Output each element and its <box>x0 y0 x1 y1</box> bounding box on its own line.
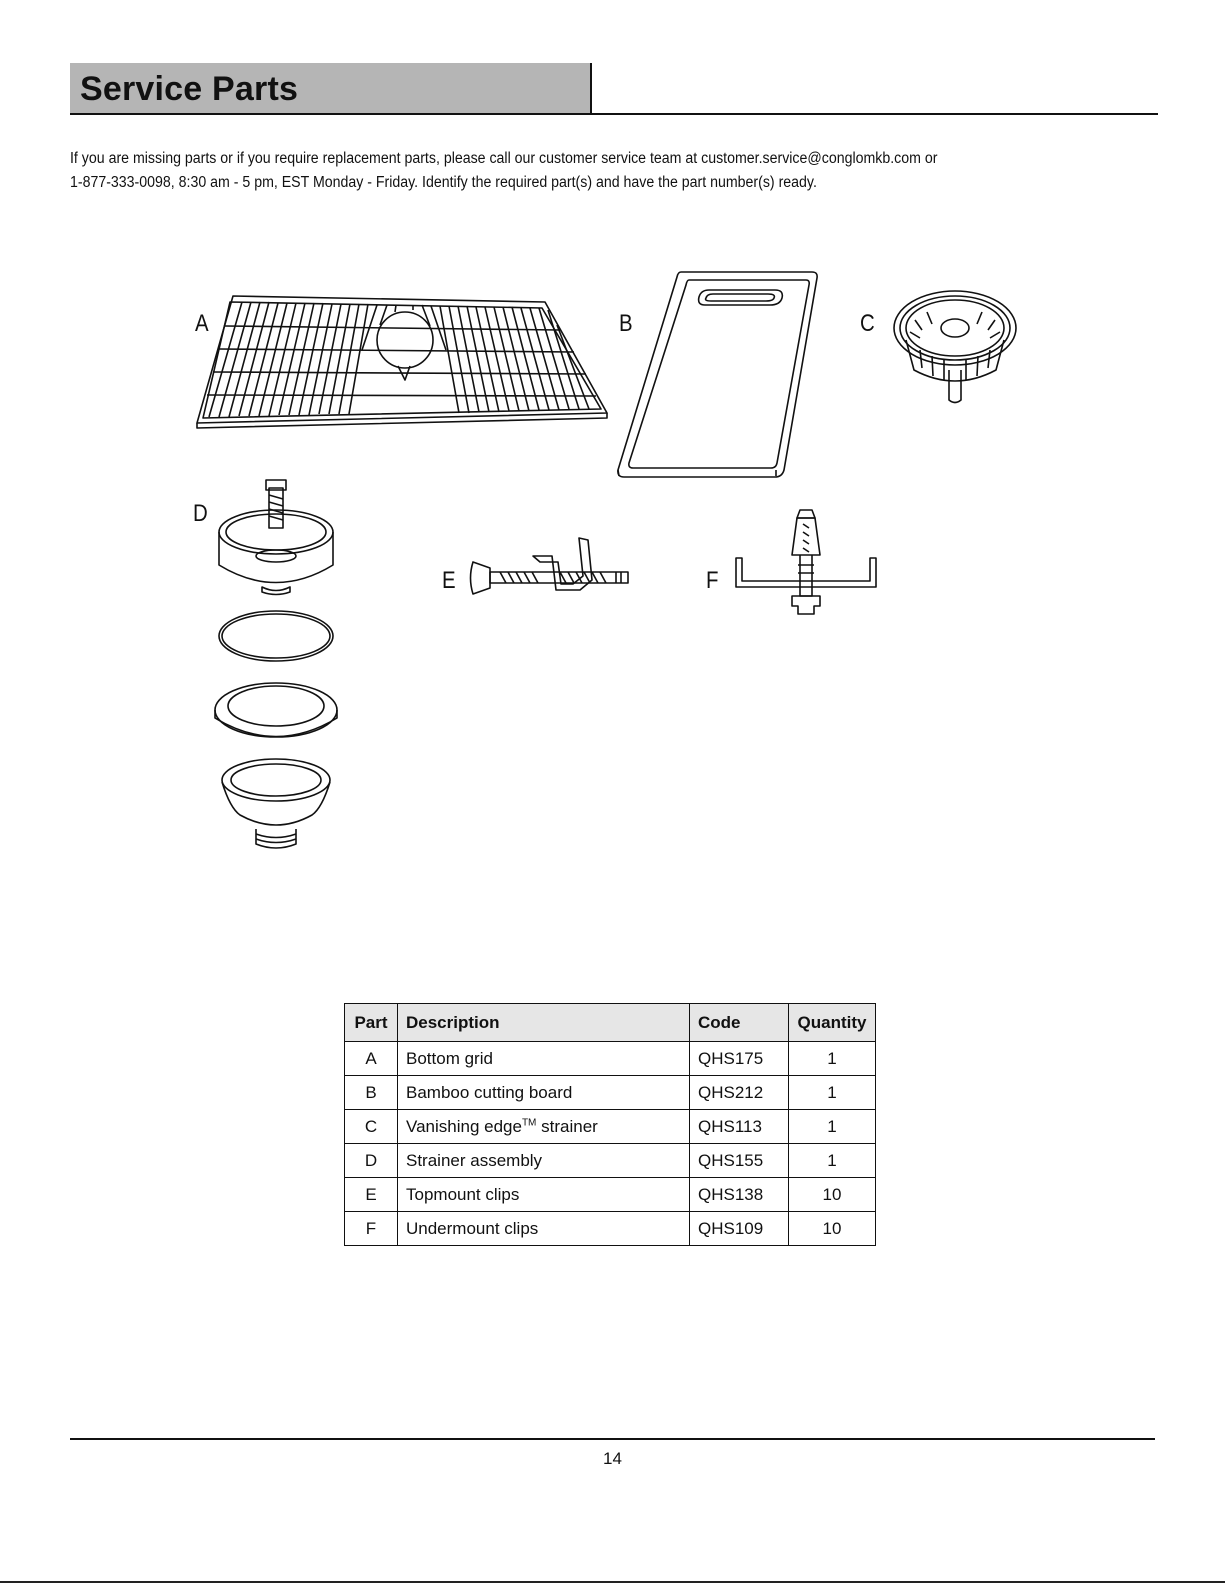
cell-description: Strainer assembly <box>398 1144 690 1178</box>
label-f: F <box>706 567 719 594</box>
cell-code: QHS212 <box>690 1076 789 1110</box>
description-suffix: strainer <box>536 1116 598 1136</box>
cell-description: Topmount clips <box>398 1178 690 1212</box>
footer-divider <box>70 1438 1155 1440</box>
cell-code: QHS138 <box>690 1178 789 1212</box>
col-header-description: Description <box>398 1004 690 1042</box>
cell-description: Undermount clips <box>398 1212 690 1246</box>
col-header-code: Code <box>690 1004 789 1042</box>
cell-quantity: 1 <box>789 1076 876 1110</box>
bottom-grid-illustration <box>197 296 607 428</box>
trademark-superscript: TM <box>521 1116 537 1128</box>
page-number: 14 <box>603 1449 622 1468</box>
cell-code: QHS155 <box>690 1144 789 1178</box>
cell-quantity: 1 <box>789 1110 876 1144</box>
page-title: Service Parts <box>80 70 299 108</box>
cell-code: QHS109 <box>690 1212 789 1246</box>
cell-description <box>398 1110 690 1144</box>
col-header-quantity: Quantity <box>789 1004 876 1042</box>
strainer-assembly-illustration <box>215 480 337 848</box>
page-bottom-edge <box>0 1581 1225 1583</box>
table-row <box>345 1042 876 1076</box>
cell-code: QHS175 <box>690 1042 789 1076</box>
cell-part: B <box>345 1076 398 1110</box>
table-row <box>345 1178 876 1212</box>
undermount-clip-illustration <box>736 510 876 614</box>
cell-part: A <box>345 1042 398 1076</box>
cell-part: E <box>345 1178 398 1212</box>
cell-quantity: 1 <box>789 1042 876 1076</box>
description-text: Vanishing edge <box>406 1116 522 1136</box>
cell-quantity: 10 <box>789 1178 876 1212</box>
intro-line-2: 1-877-333-0098, 8:30 am - 5 pm, EST Monday - Friday. Identify the required part(s) and have the part number(s) ready. <box>70 174 817 191</box>
cell-quantity: 1 <box>789 1144 876 1178</box>
label-c: C <box>860 310 875 337</box>
cell-description: Bamboo cutting board <box>398 1076 690 1110</box>
cell-part: D <box>345 1144 398 1178</box>
label-b: B <box>619 310 633 337</box>
table-row <box>345 1144 876 1178</box>
col-header-part: Part <box>345 1004 398 1042</box>
table-row <box>345 1076 876 1110</box>
label-a: A <box>195 310 209 337</box>
strainer-basket-illustration <box>894 291 1016 403</box>
label-e: E <box>442 567 456 594</box>
cutting-board-illustration <box>618 272 817 477</box>
cell-description: Bottom grid <box>398 1042 690 1076</box>
cell-part: C <box>345 1110 398 1144</box>
parts-table <box>344 1003 876 1246</box>
label-d: D <box>193 500 208 527</box>
table-row <box>345 1212 876 1246</box>
table-row <box>345 1110 876 1144</box>
topmount-clip-illustration <box>471 538 629 594</box>
cell-quantity: 10 <box>789 1212 876 1246</box>
intro-line-1: If you are missing parts or if you require replacement parts, please call our customer service team at customer.service@conglomkb.com or <box>70 150 938 167</box>
cell-code: QHS113 <box>690 1110 789 1144</box>
table-header-row <box>345 1004 876 1042</box>
cell-part: F <box>345 1212 398 1246</box>
